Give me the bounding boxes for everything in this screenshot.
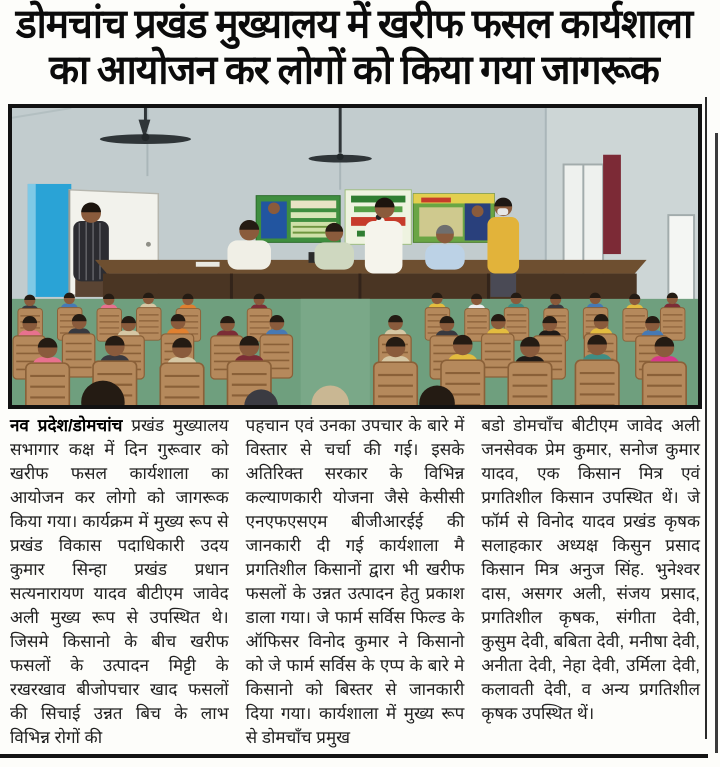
right-column-separator (705, 97, 707, 739)
workshop-photo-scene (12, 108, 698, 405)
article-column-3 (481, 414, 700, 754)
article-column-2 (246, 414, 465, 754)
paragraph-column-3 (481, 414, 700, 726)
workshop-photo (8, 104, 702, 409)
dateline: नव प्रदेश/डोमचांच (10, 416, 123, 435)
paragraph-column-2 (246, 414, 465, 750)
banner-right (413, 194, 494, 243)
bottom-rule (0, 754, 708, 758)
column-2-text: पहचान एवं उनका उपचार के बारे में विस्तार से चर्चा की गई। इसके अतिरिक्त सरकार के विभिन्न कल्याणकारी योजना जैसे केसीसी एनएफएसएम बीजीआरईई की जानकारी दी गई कार्यशाला मै प्रगतिशील किसानों द्वारा भी खरीफ फसलों के उन्नत उत्पादन हेतु प्रकाश डाला गया। जे फार्म सर्विस फिल्ड के ऑफिसर विनोद कुमार ने किसानो को जे फार्म सर्विस के एप्प के बारे मे किसानो को बिस्तर से जानकारी दिया गया। कार्यशाला में मुख्य रूप से डोमचाँच प्रमुख (245, 416, 465, 747)
headline-line-2: का आयोजन कर लोगों को किया गया जागरूक (49, 48, 659, 93)
headline (0, 2, 708, 94)
adjacent-article-edge (715, 133, 718, 753)
column-3-text: बडो डोमचाँच बीटीएम जावेद अली जनसेवक प्रेम कुमार, सनोज कुमार यादव, एक किसान मित्र एवं प्रगतिशील किसान उपस्थित थें। जे फॉर्म से विनोद यादव प्रखंड कृषक सलाहकार अध्यक्ष किसुन प्रसाद किसान मित्र अनुज सिंह. भुनेश्वर दास, असगर अली, संजय प्रसाद, प्रगतिशील कृषक, संगीता देवी, कुसुम देवी, बबिता देवी, मनीषा देवी, अनीता देवी, नेहा देवी, उर्मिला देवी, कलावती देवी, व अन्य प्रगतिशील कृषक उपस्थित थें। (481, 416, 701, 723)
article-column-1 (10, 414, 229, 754)
paragraph-column-1 (10, 414, 229, 750)
headline-line-1: डोमचांच प्रखंड मुख्यालय में खरीफ फसल कार्यशाला (15, 2, 693, 47)
article-body (10, 414, 700, 754)
column-1-text: प्रखंड मुख्यालय सभागार कक्ष में दिन गुरूवार को खरीफ फसल कार्यशाला का आयोजन कर लोगो को जागरूक किया गया। कार्यक्रम में मुख्य रूप से प्रखंड विकास पदाधिकारी उदय कुमार सिन्हा प्रखंड प्रधान सत्यनारायण यादव बीटीएम जावेद अली मुख्य रूप से उपस्थित थे। जिसमे किसानो के बीच खरीफ फसलों के उत्पादन मिट्टी के रखरखाव बीजोपचार खाद फसलों की सिचाई उन्नत बिच के लाभ विभिन्न रोगों की (10, 416, 229, 747)
